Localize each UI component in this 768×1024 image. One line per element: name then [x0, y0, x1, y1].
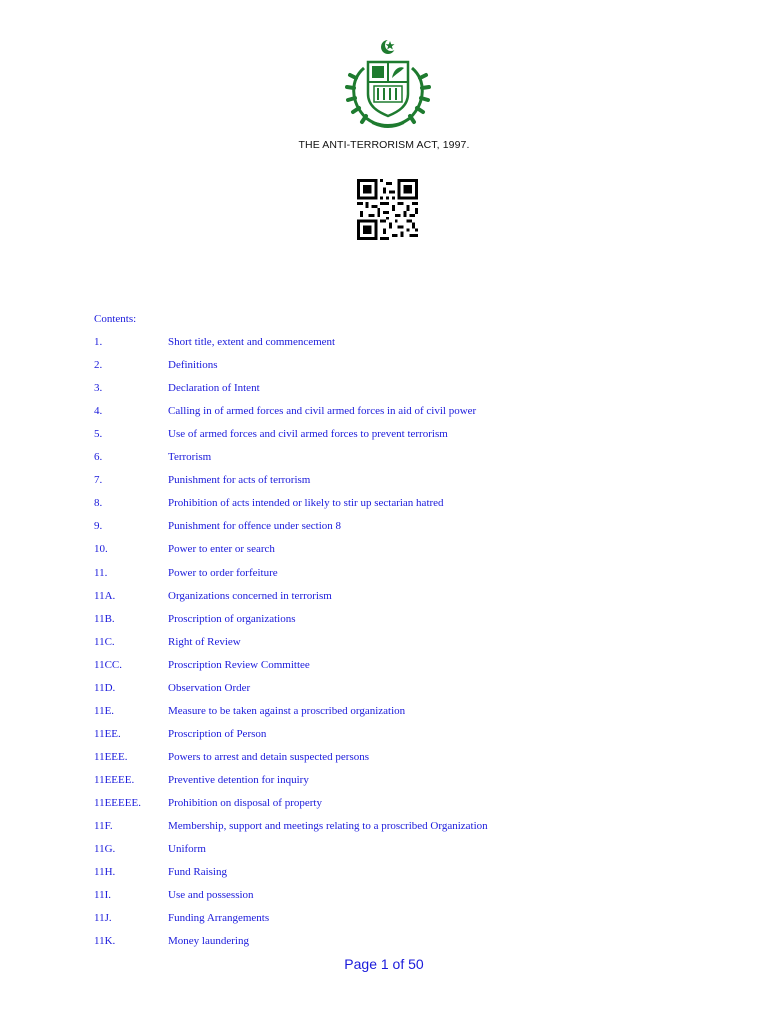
- toc-entry-link[interactable]: Right of Review: [168, 635, 241, 648]
- toc-entry-number[interactable]: 11B.: [94, 612, 115, 625]
- toc-entry-number[interactable]: 11F.: [94, 820, 113, 833]
- toc-entry-link[interactable]: Uniform: [168, 843, 206, 856]
- toc-entry-number[interactable]: 11.: [94, 566, 108, 579]
- toc-entry-number[interactable]: 11CC.: [94, 658, 123, 671]
- toc-entry-link[interactable]: Proscription of Person: [168, 727, 267, 740]
- toc-entry-link[interactable]: Declaration of Intent: [168, 382, 260, 395]
- contents-heading: Contents:: [94, 313, 137, 325]
- toc-entry-link[interactable]: Money laundering: [168, 935, 249, 948]
- toc-entry-number[interactable]: 11H.: [94, 866, 116, 879]
- toc-entry-link[interactable]: Measure to be taken against a proscribed organization: [168, 704, 406, 717]
- toc-entry-link[interactable]: Use of armed forces and civil armed forces to prevent terrorism: [168, 428, 448, 441]
- toc-entry-link[interactable]: Prohibition of acts intended or likely to stir up sectarian hatred: [168, 497, 444, 510]
- toc-entry-link[interactable]: Fund Raising: [168, 866, 227, 879]
- toc-entry-number[interactable]: 11J.: [94, 912, 112, 925]
- toc-entry-number[interactable]: 11EEE.: [94, 750, 128, 763]
- toc-entry-number[interactable]: 9.: [94, 520, 103, 533]
- toc-entry-number[interactable]: 11I.: [94, 889, 112, 902]
- toc-entry-number[interactable]: 6.: [94, 451, 103, 464]
- toc-entry-number[interactable]: 11G.: [94, 843, 116, 856]
- toc-entry-link[interactable]: Prohibition on disposal of property: [168, 797, 322, 809]
- toc-entry-number[interactable]: 11E.: [94, 704, 115, 717]
- toc-entry-link[interactable]: Short title, extent and commencement: [168, 336, 336, 348]
- toc-entry-link[interactable]: Terrorism: [168, 451, 212, 464]
- toc-entry-link[interactable]: Funding Arrangements: [168, 912, 270, 925]
- toc-entry-number[interactable]: 4.: [94, 405, 103, 418]
- toc-entry-link[interactable]: Organizations concerned in terrorism: [168, 589, 332, 602]
- toc-entry-link[interactable]: Proscription of organizations: [168, 612, 296, 625]
- toc-entry-link[interactable]: Preventive detention for inquiry: [168, 773, 309, 786]
- page-number: Page 1 of 50: [344, 956, 424, 972]
- toc-entry-link[interactable]: Calling in of armed forces and civil armed forces in aid of civil power: [168, 405, 477, 418]
- document-title: THE ANTI-TERRORISM ACT, 1997.: [298, 139, 470, 151]
- toc-entry-number[interactable]: 10.: [94, 543, 108, 556]
- toc-entry-number[interactable]: 11A.: [94, 589, 116, 602]
- toc-entry-link[interactable]: Punishment for acts of terrorism: [168, 474, 311, 487]
- toc-entry-number[interactable]: 1.: [94, 336, 103, 348]
- toc-entry-link[interactable]: Observation Order: [168, 681, 251, 694]
- toc-entry-link[interactable]: Definitions: [168, 359, 218, 372]
- toc-entry-number[interactable]: 8.: [94, 497, 103, 510]
- toc-entry-number[interactable]: 5.: [94, 428, 103, 441]
- toc-entry-number[interactable]: 7.: [94, 474, 103, 487]
- qr-code-icon: [355, 179, 420, 240]
- toc-entry-number[interactable]: 11EEEEE.: [94, 797, 141, 809]
- toc-entry-link[interactable]: Use and possession: [168, 889, 254, 902]
- toc-entry-number[interactable]: 11K.: [94, 935, 116, 948]
- toc-entry-number[interactable]: 2.: [94, 359, 103, 372]
- state-emblem-icon: [344, 38, 432, 130]
- toc-entry-link[interactable]: Powers to arrest and detain suspected persons: [168, 750, 370, 763]
- toc-entry-number[interactable]: 11D.: [94, 681, 116, 694]
- toc-entry-number[interactable]: 11EEEE.: [94, 773, 135, 786]
- toc-entry-number[interactable]: 11EE.: [94, 727, 121, 740]
- toc-entry-link[interactable]: Membership, support and meetings relating to a proscribed Organization: [168, 820, 488, 833]
- toc-entry-number[interactable]: 11C.: [94, 635, 115, 648]
- toc-entry-link[interactable]: Power to order forfeiture: [168, 566, 278, 579]
- toc-entry-link[interactable]: Proscription Review Committee: [168, 658, 310, 671]
- toc-entry-link[interactable]: Power to enter or search: [168, 543, 275, 556]
- toc-entry-link[interactable]: Punishment for offence under section 8: [168, 520, 342, 533]
- toc-entry-number[interactable]: 3.: [94, 382, 103, 395]
